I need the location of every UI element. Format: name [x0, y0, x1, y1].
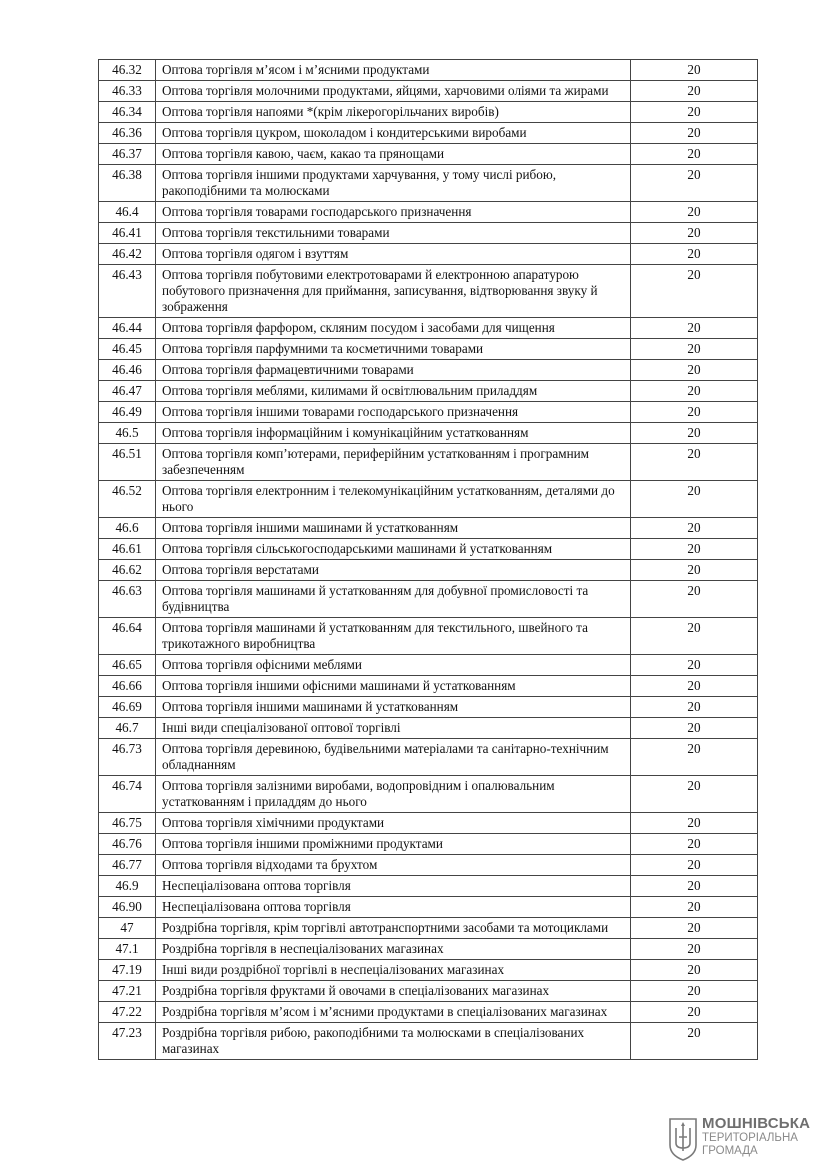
activity-name-cell: Оптова торгівля хімічними продуктами	[156, 813, 631, 834]
kved-code-cell: 46.36	[99, 123, 156, 144]
kved-code-cell: 46.6	[99, 518, 156, 539]
table-row	[99, 1002, 758, 1023]
rate-cell: 20	[631, 618, 758, 655]
rate-cell: 20	[631, 981, 758, 1002]
activity-name-cell: Оптова торгівля кавою, чаєм, какао та прянощами	[156, 144, 631, 165]
table-row	[99, 360, 758, 381]
kved-code-cell: 46.51	[99, 444, 156, 481]
table-row	[99, 560, 758, 581]
kved-code-cell: 46.65	[99, 655, 156, 676]
rate-cell: 20	[631, 339, 758, 360]
activity-name-cell: Неспеціалізована оптова торгівля	[156, 876, 631, 897]
rate-cell: 20	[631, 776, 758, 813]
table-row	[99, 718, 758, 739]
table-row	[99, 123, 758, 144]
kved-code-cell: 46.49	[99, 402, 156, 423]
kved-code-cell: 46.90	[99, 897, 156, 918]
kved-code-cell: 46.74	[99, 776, 156, 813]
activity-name-cell: Оптова торгівля побутовими електротоварами й електронною апаратурою побутового призначення для приймання, записування, відтворювання звуку й зображення	[156, 265, 631, 318]
kved-table-container	[98, 59, 758, 1060]
rate-cell: 20	[631, 676, 758, 697]
kved-code-cell: 46.62	[99, 560, 156, 581]
table-row	[99, 244, 758, 265]
rate-cell: 20	[631, 655, 758, 676]
table-row	[99, 318, 758, 339]
rate-cell: 20	[631, 360, 758, 381]
rate-cell: 20	[631, 202, 758, 223]
kved-code-cell: 46.52	[99, 481, 156, 518]
table-row	[99, 960, 758, 981]
activity-name-cell: Оптова торгівля іншими офісними машинами й устаткованням	[156, 676, 631, 697]
rate-cell: 20	[631, 718, 758, 739]
table-row	[99, 423, 758, 444]
rate-cell: 20	[631, 897, 758, 918]
kved-code-cell: 46.61	[99, 539, 156, 560]
table-row	[99, 402, 758, 423]
activity-name-cell: Роздрібна торгівля фруктами й овочами в спеціалізованих магазинах	[156, 981, 631, 1002]
activity-name-cell: Оптова торгівля машинами й устаткованням для текстильного, швейного та трикотажного виробництва	[156, 618, 631, 655]
table-row	[99, 165, 758, 202]
table-row	[99, 834, 758, 855]
community-logo	[668, 1115, 811, 1163]
kved-code-cell: 46.69	[99, 697, 156, 718]
activity-name-cell: Оптова торгівля іншими продуктами харчування, у тому числі рибою, ракоподібними та молюсками	[156, 165, 631, 202]
rate-cell: 20	[631, 581, 758, 618]
rate-cell: 20	[631, 834, 758, 855]
rate-cell: 20	[631, 144, 758, 165]
activity-name-cell: Оптова торгівля парфумними та косметичними товарами	[156, 339, 631, 360]
rate-cell: 20	[631, 539, 758, 560]
rate-cell: 20	[631, 939, 758, 960]
rate-cell: 20	[631, 918, 758, 939]
table-row	[99, 697, 758, 718]
activity-name-cell: Інші види спеціалізованої оптової торгівлі	[156, 718, 631, 739]
table-row	[99, 81, 758, 102]
rate-cell: 20	[631, 123, 758, 144]
rate-cell: 20	[631, 518, 758, 539]
table-row	[99, 939, 758, 960]
rate-cell: 20	[631, 102, 758, 123]
table-row	[99, 518, 758, 539]
kved-code-cell: 46.45	[99, 339, 156, 360]
activity-name-cell: Оптова торгівля деревиною, будівельними матеріалами та санітарно-технічним обладнанням	[156, 739, 631, 776]
activity-name-cell: Оптова торгівля одягом і взуттям	[156, 244, 631, 265]
table-row	[99, 855, 758, 876]
table-row	[99, 339, 758, 360]
activity-name-cell: Оптова торгівля молочними продуктами, яйцями, харчовими оліями та жирами	[156, 81, 631, 102]
kved-code-cell: 46.4	[99, 202, 156, 223]
activity-name-cell: Оптова торгівля фарфором, скляним посудом і засобами для чищення	[156, 318, 631, 339]
table-row	[99, 223, 758, 244]
rate-cell: 20	[631, 481, 758, 518]
logo-subtitle-2: ГРОМАДА	[702, 1145, 758, 1157]
table-row	[99, 813, 758, 834]
kved-code-cell: 46.44	[99, 318, 156, 339]
kved-code-cell: 46.32	[99, 60, 156, 81]
kved-code-cell: 47.1	[99, 939, 156, 960]
activity-name-cell: Оптова торгівля верстатами	[156, 560, 631, 581]
rate-cell: 20	[631, 81, 758, 102]
table-row	[99, 381, 758, 402]
activity-name-cell: Оптова торгівля електронним і телекомунікаційним устаткованням, деталями до нього	[156, 481, 631, 518]
rate-cell: 20	[631, 876, 758, 897]
activity-name-cell: Оптова торгівля комп’ютерами, периферійним устаткованням і програмним забезпеченням	[156, 444, 631, 481]
table-row	[99, 60, 758, 81]
kved-code-cell: 46.42	[99, 244, 156, 265]
activity-name-cell: Інші види роздрібної торгівлі в неспеціалізованих магазинах	[156, 960, 631, 981]
activity-name-cell: Оптова торгівля іншими проміжними продуктами	[156, 834, 631, 855]
kved-code-cell: 46.76	[99, 834, 156, 855]
table-row	[99, 481, 758, 518]
activity-name-cell: Оптова торгівля цукром, шоколадом і кондитерськими виробами	[156, 123, 631, 144]
kved-code-cell: 46.43	[99, 265, 156, 318]
rate-cell: 20	[631, 165, 758, 202]
activity-name-cell: Оптова торгівля сільськогосподарськими машинами й устаткованням	[156, 539, 631, 560]
logo-title: МОШНІВСЬКА	[702, 1115, 811, 1132]
activity-name-cell: Оптова торгівля м’ясом і м’ясними продуктами	[156, 60, 631, 81]
rate-cell: 20	[631, 960, 758, 981]
kved-code-cell: 46.41	[99, 223, 156, 244]
kved-code-cell: 46.64	[99, 618, 156, 655]
rate-cell: 20	[631, 855, 758, 876]
activity-name-cell: Роздрібна торгівля м’ясом і м’ясними продуктами в спеціалізованих магазинах	[156, 1002, 631, 1023]
table-row	[99, 676, 758, 697]
table-row	[99, 102, 758, 123]
activity-name-cell: Оптова торгівля фармацевтичними товарами	[156, 360, 631, 381]
kved-code-cell: 46.33	[99, 81, 156, 102]
activity-name-cell: Оптова торгівля іншими товарами господарського призначення	[156, 402, 631, 423]
rate-cell: 20	[631, 381, 758, 402]
rate-cell: 20	[631, 739, 758, 776]
activity-name-cell: Оптова торгівля текстильними товарами	[156, 223, 631, 244]
table-row	[99, 655, 758, 676]
activity-name-cell: Оптова торгівля інформаційним і комунікаційним устаткованням	[156, 423, 631, 444]
rate-cell: 20	[631, 1002, 758, 1023]
activity-name-cell: Неспеціалізована оптова торгівля	[156, 897, 631, 918]
table-row	[99, 202, 758, 223]
activity-name-cell: Оптова торгівля напоями *(крім лікерогорільчаних виробів)	[156, 102, 631, 123]
table-row	[99, 618, 758, 655]
rate-cell: 20	[631, 244, 758, 265]
rate-cell: 20	[631, 318, 758, 339]
table-row	[99, 876, 758, 897]
rate-cell: 20	[631, 60, 758, 81]
activity-name-cell: Оптова торгівля відходами та брухтом	[156, 855, 631, 876]
table-body	[99, 60, 758, 1060]
kved-code-cell: 46.46	[99, 360, 156, 381]
kved-code-cell: 46.75	[99, 813, 156, 834]
kved-code-cell: 46.37	[99, 144, 156, 165]
rate-cell: 20	[631, 265, 758, 318]
table-row	[99, 739, 758, 776]
kved-code-cell: 47.19	[99, 960, 156, 981]
trident-icon	[668, 1115, 698, 1161]
kved-code-cell: 46.34	[99, 102, 156, 123]
rate-cell: 20	[631, 697, 758, 718]
rate-cell: 20	[631, 402, 758, 423]
activity-name-cell: Оптова торгівля меблями, килимами й освітлювальним приладдям	[156, 381, 631, 402]
table-row	[99, 1023, 758, 1060]
kved-code-cell: 46.9	[99, 876, 156, 897]
kved-code-cell: 46.5	[99, 423, 156, 444]
rate-cell: 20	[631, 813, 758, 834]
activity-name-cell: Роздрібна торгівля, крім торгівлі автотранспортними засобами та мотоциклами	[156, 918, 631, 939]
activity-name-cell: Оптова торгівля офісними меблями	[156, 655, 631, 676]
kved-code-cell: 46.66	[99, 676, 156, 697]
table-row	[99, 581, 758, 618]
activity-name-cell: Оптова торгівля іншими машинами й устаткованням	[156, 518, 631, 539]
kved-code-cell: 46.38	[99, 165, 156, 202]
table-row	[99, 897, 758, 918]
activity-name-cell: Оптова торгівля залізними виробами, водопровідним і опалювальним устаткованням і приладдям до нього	[156, 776, 631, 813]
rate-cell: 20	[631, 560, 758, 581]
activity-name-cell: Роздрібна торгівля в неспеціалізованих магазинах	[156, 939, 631, 960]
kved-code-cell: 47.22	[99, 1002, 156, 1023]
table-row	[99, 981, 758, 1002]
rate-cell: 20	[631, 423, 758, 444]
table-row	[99, 265, 758, 318]
rate-cell: 20	[631, 223, 758, 244]
kved-code-cell: 46.63	[99, 581, 156, 618]
rate-cell: 20	[631, 1023, 758, 1060]
kved-code-cell: 46.77	[99, 855, 156, 876]
kved-code-cell: 47.21	[99, 981, 156, 1002]
kved-code-cell: 47.23	[99, 1023, 156, 1060]
kved-code-cell: 46.7	[99, 718, 156, 739]
kved-code-cell: 46.47	[99, 381, 156, 402]
kved-code-cell: 46.73	[99, 739, 156, 776]
activity-name-cell: Оптова торгівля машинами й устаткованням для добувної промисловості та будівництва	[156, 581, 631, 618]
table-row	[99, 776, 758, 813]
activity-name-cell: Оптова торгівля іншими машинами й устаткованням	[156, 697, 631, 718]
kved-code-cell: 47	[99, 918, 156, 939]
table-row	[99, 539, 758, 560]
logo-subtitle-1: ТЕРИТОРІАЛЬНА	[702, 1132, 798, 1144]
rate-cell: 20	[631, 444, 758, 481]
table-row	[99, 918, 758, 939]
kved-table	[98, 59, 758, 1060]
activity-name-cell: Роздрібна торгівля рибою, ракоподібними та молюсками в спеціалізованих магазинах	[156, 1023, 631, 1060]
activity-name-cell: Оптова торгівля товарами господарського призначення	[156, 202, 631, 223]
table-row	[99, 444, 758, 481]
table-row	[99, 144, 758, 165]
